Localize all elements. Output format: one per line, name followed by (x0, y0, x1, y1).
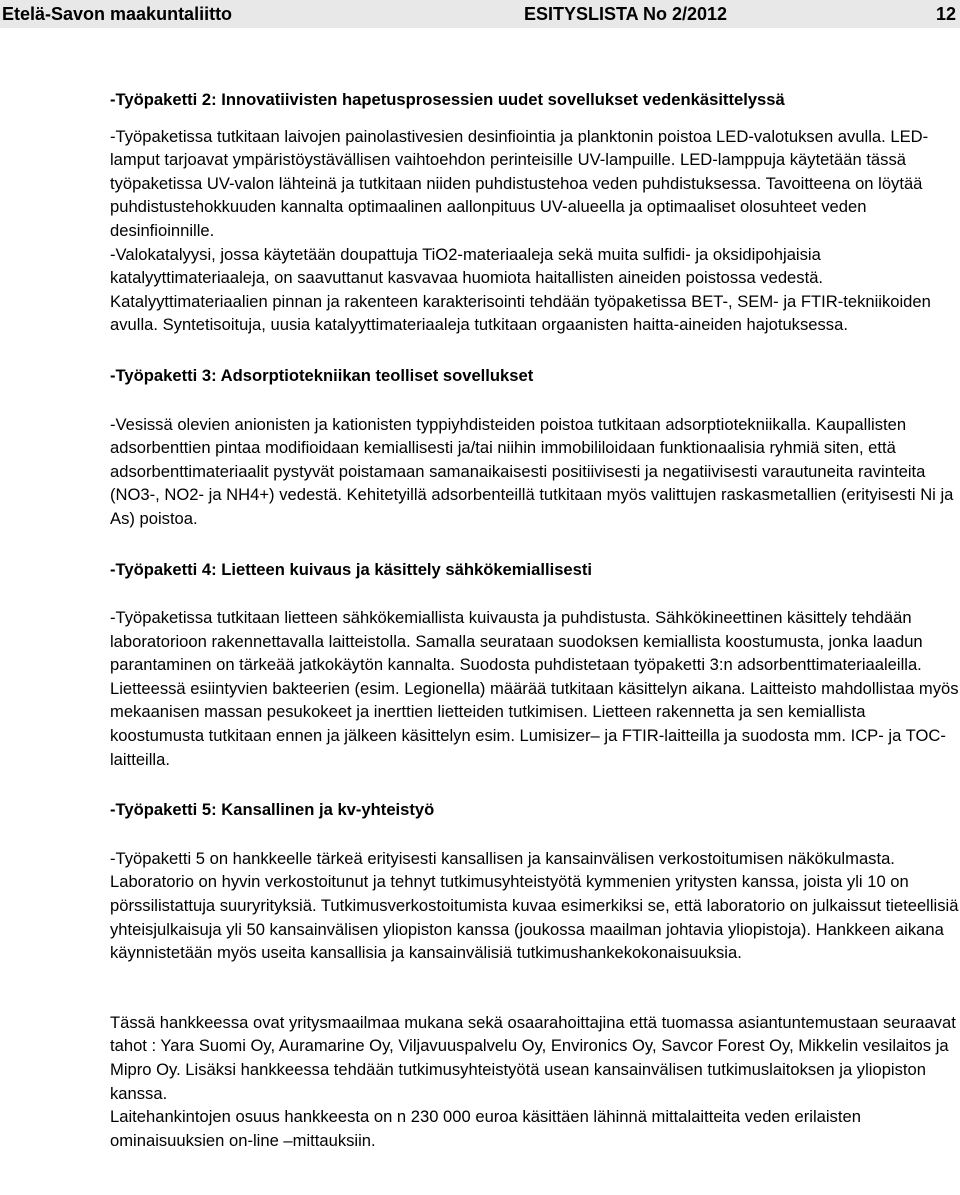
page-number: 12 (935, 4, 956, 24)
document-title: ESITYSLISTA No 2/2012 (524, 4, 728, 24)
page-header (0, 0, 960, 28)
work-package-4-heading: -Työpaketti 4: Lietteen kuivaus ja käsittely sähkökemiallisesti (110, 559, 593, 579)
work-package-2-heading: -Työpaketti 2: Innovatiivisten hapetusprosessien uudet sovellukset vedenkäsittelyssä (110, 90, 785, 109)
partners-paragraph: Tässä hankkeessa ovat yritysmaailmaa mukana sekä osaarahoittajina että tuomassa asiantuntemustaan seuraavat tahot : Yara Suomi Oy, Auramarine Oy, Viljavuuspalvelu Oy, Environics Oy, Savcor Forest Oy, Mikkelin vesilaitos ja Mipro Oy. Lisäksi hankkeessa tehdään tutkimusyhteistyötä usean kansainvälisen tutkimuslaitoksen ja yliopiston kanssa. (110, 1012, 956, 1103)
organization-name: Etelä-Savon maakuntaliitto (2, 4, 233, 24)
work-package-3-heading: -Työpaketti 3: Adsorptiotekniikan teolliset sovellukset (110, 365, 534, 385)
work-package-2-paragraph-1: -Työpaketissa tutkitaan laivojen painolastivesien desinfiointia ja planktonin poistoa LED-valotuksen avulla. LED-lamput tarjoavat ympäristöystävällisen vaihtoehdon perinteisille UV-lampuille. LED-lamppuja käytetään tässä työpaketissa UV-valon lähteinä ja tutkitaan niiden puhdistustehoa veden puhdistuksessa. Tavoitteena on löytää puhdistustehokkuuden kannalta optimaalinen aallonpituus UV-alueella ja optimaaliset olosuhteet veden desinfioinnille. (110, 126, 929, 240)
work-package-5-paragraph: -Työpaketti 5 on hankkeelle tärkeä erityisesti kansallisen ja kansainvälisen verkostoitumisen näkökulmasta. Laboratorio on hyvin verkostoitunut ja tehnyt tutkimusyhteistyötä kymmenien yritysten kanssa, joista yli 10 on pörssilistattuja suuryrityksiä. Tutkimusverkostoitumista kuvaa esimerkiksi se, että laboratorio on julkaissut tieteellisiä yhteisjulkaisuja yli 50 kansainvälisen yliopiston kanssa (joukossa maailman johtavia yliopistoja). Hankkeen aikana käynnistetään myös useita kansallisia ja kansainvälisiä tutkimushankekokonaisuuksia. (110, 848, 959, 963)
work-package-2-paragraph-2: -Valokatalyysi, jossa käytetään doupattuja TiO2-materiaaleja sekä muita sulfidi- ja oksidipohjaisia katalyyttimateriaaleja, on saavuttanut kasvavaa huomiota haitallisten aineiden poistossa vedestä. Katalyyttimateriaalien pinnan ja rakenteen karakterisointi tehdään työpaketissa BET-, SEM- ja FTIR-tekniikoiden avulla. Syntetisoituja, uusia katalyyttimateriaaleja tutkitaan orgaanisten haitta-aineiden hajotuksessa. (110, 244, 931, 335)
equipment-paragraph: Laitehankintojen osuus hankkeesta on n 230 000 euroa käsittäen lähinnä mittalaitteita veden erilaisten ominaisuuksien on-line –mittauksiin. (110, 1107, 861, 1150)
document-body (110, 88, 960, 1152)
work-package-3-paragraph: -Vesissä olevien anionisten ja kationisten typpiyhdisteiden poistoa tutkitaan adsorptiotekniikalla. Kaupallisten adsorbenttien pintaa modifioidaan kemiallisesti ja/tai niihin immobililoidaan funktionaalisia ryhmiä siten, että adsorbenttimateriaalit pystyvät poistamaan samanaikaisesti positiivisesti ja negatiivisesti varautuneita ravinteita (NO3-, NO2- ja NH4+) vedestä. Kehitetyillä adsorbenteillä tutkitaan myös valittujen raskasmetallien (erityisesti Ni ja As) poistoa. (110, 414, 954, 528)
work-package-4-paragraph: -Työpaketissa tutkitaan lietteen sähkökemiallista kuivausta ja puhdistusta. Sähkökineettinen käsittely tehdään laboratorioon rakennettavalla laitteistolla. Samalla seurataan suodoksen kemiallista koostumusta, jonka laadun parantaminen on tärkeää jatkokäytön kannalta. Suodosta puhdistetaan työpaketti 3:n adsorbenttimateriaaleilla. Lietteessä esiintyvien bakteerien (esim. Legionella) määrää tutkitaan käsittelyn aikana. Laitteisto mahdollistaa myös mekaanisen massan pesukokeet ja inerttien lietteiden tutkimisen. Lietteen rakennetta ja sen kemiallista koostumusta tutkitaan ennen ja jälkeen käsittelyn esim. Lumisizer– ja FTIR-laitteilla ja suodosta mm. ICP- ja TOC-laitteilla. (110, 608, 959, 769)
work-package-5-heading: -Työpaketti 5: Kansallinen ja kv-yhteistyö (110, 800, 435, 820)
